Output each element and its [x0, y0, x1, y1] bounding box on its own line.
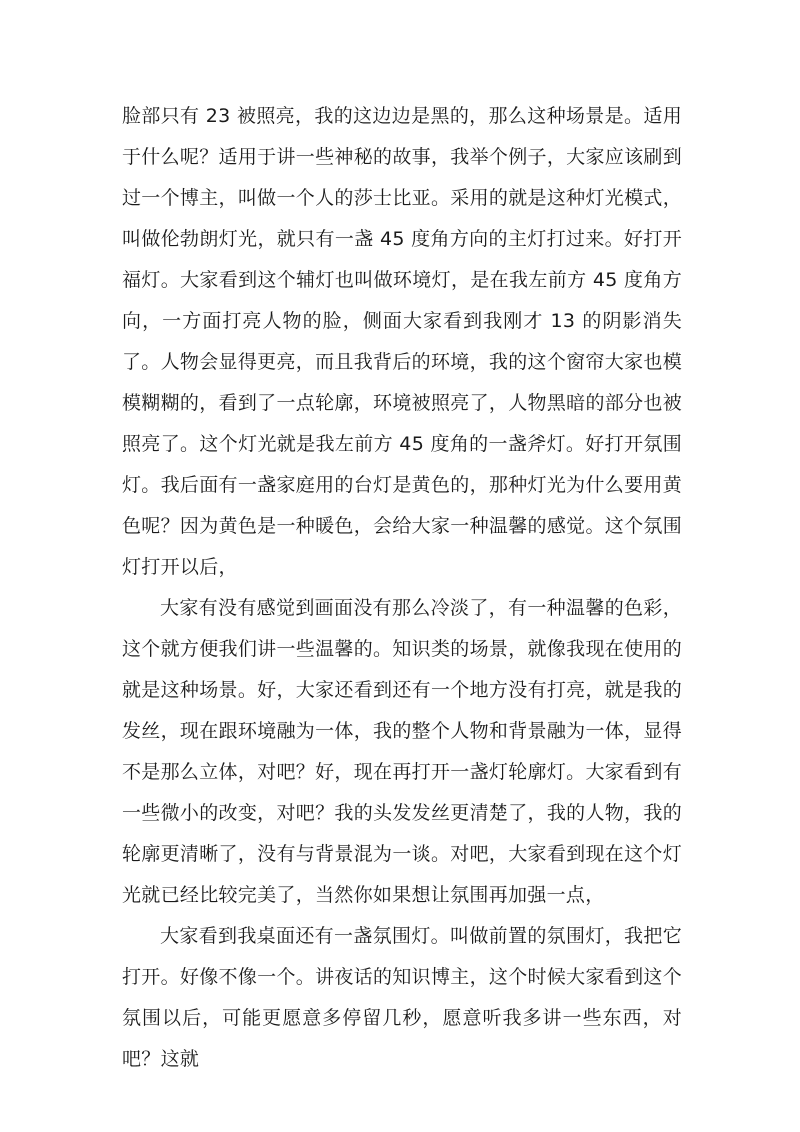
paragraph-2: 大家有没有感觉到画面没有那么冷淡了，有一种温馨的色彩，这个就方便我们讲一些温馨的。知识类的场景，就像我现在使用的就是这种场景。好，大家还看到还有一个地方没有打亮，就是我的发丝，现在跟环境融为一体，我的整个人物和背景融为一体，显得不是那么立体，对吧？好，现在再打开一盏灯轮廓灯。大家看到有一些微小的改变，对吧？我的头发发丝更清楚了，我的人物，我的轮廓更清晰了，没有与背景混为一谈。对吧，大家看到现在这个灯光就已经比较完美了，当然你如果想让氛围再加强一点， — [122, 597, 682, 906]
paragraph-1: 脸部只有 23 被照亮，我的这边边是黑的，那么这种场景是。适用于什么呢？适用于讲一些神秘的故事，我举个例子，大家应该刷到过一个博主，叫做一个人的莎士比亚。采用的就是这种灯光模式，叫做伦勃朗灯光，就只有一盏 45 度角方向的主灯打过来。好打开福灯。大家看到这个辅灯也叫做环境灯，是在我左前方 45 度角方向，一方面打亮人物的脸，侧面大家看到我刚才 13 的阴影消失了。人物会显得更亮，而且我背后的环境，我的这个窗帘大家也模模糊糊的，看到了一点轮廓，环境被照亮了，人物黑暗的部分也被照亮了。这个灯光就是我左前方 45 度角的一盏斧灯。好打开氛围灯。我后面有一盏家庭用的台灯是黄色的，那种灯光为什么要用黄色呢？因为黄色是一种暖色，会给大家一种温馨的感觉。这个氛围灯打开以后， — [122, 105, 682, 578]
paragraph-3: 大家看到我桌面还有一盏氛围灯。叫做前置的氛围灯，我把它打开。好像不像一个。讲夜话的知识博主，这个时候大家看到这个氛围以后，可能更愿意多停留几秒，愿意听我多讲一些东西，对吧？这就 — [122, 925, 682, 1070]
document-body — [122, 96, 682, 1080]
